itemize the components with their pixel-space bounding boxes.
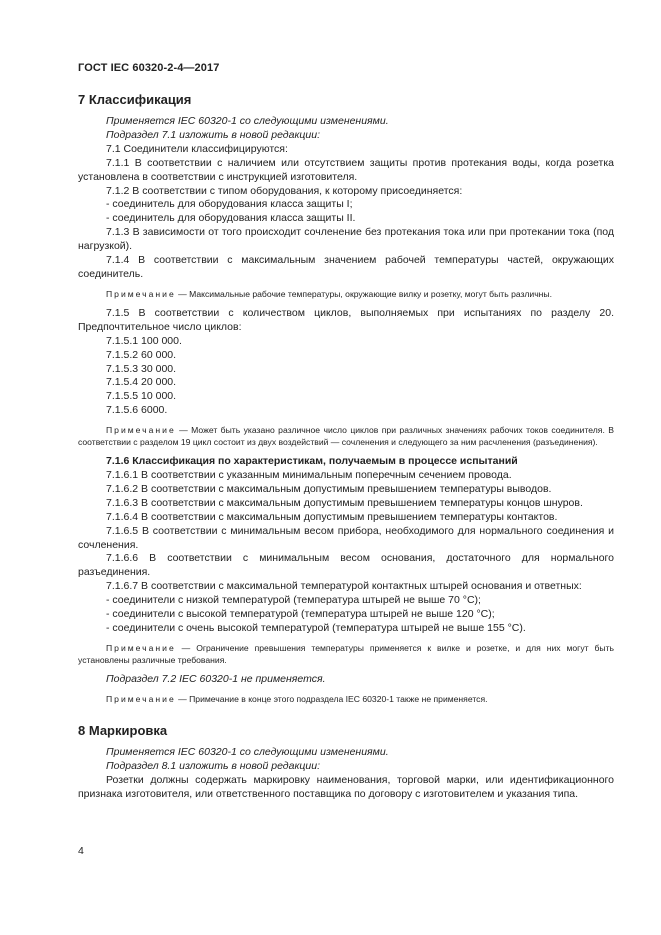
- note-label: Примечание: [106, 425, 176, 436]
- paragraph-7-1: 7.1 Соединители классифицируются:: [106, 142, 288, 155]
- note-label: Примечание: [106, 288, 176, 299]
- document-body: [78, 92, 614, 801]
- note-text: — Ограничение превышения температуры применяется к вилке и розетке, и для них могут быть установлены различные требования.: [78, 642, 614, 665]
- note-1: [78, 288, 614, 300]
- section-7-title: 7 Классификация: [78, 92, 192, 107]
- cycle-item: 7.1.5.3 30 000.: [106, 362, 177, 375]
- list-item: - соединители с очень высокой температурой (температура штырей не выше 155 °С).: [106, 622, 526, 634]
- paragraph-7-1-2: 7.1.2 В соответствии с типом оборудования, к которому присоединяется:: [106, 184, 463, 197]
- note-text: — Примечание в конце этого подраздела IEC 60320-1 также не применяется.: [175, 693, 488, 704]
- section-7-intro: Применяется IEC 60320-1 со следующими изменениями.: [106, 115, 389, 127]
- document-header: ГОСТ IEC 60320-2-4—2017: [78, 62, 220, 74]
- paragraph-7-1-4: 7.1.4 В соответствии с максимальным значением рабочей температуры частей, окружающих соединитель.: [78, 254, 614, 280]
- note-text: — Максимальные рабочие температуры, окружающие вилку и розетку, могут быть различны.: [175, 288, 552, 299]
- note-label: Примечание: [106, 693, 176, 704]
- paragraph-7-1-6-4: 7.1.6.4 В соответствии с максимальным допустимым превышением температуры контактов.: [106, 510, 558, 523]
- page-number: 4: [78, 845, 84, 857]
- list-item: - соединители с высокой температурой (температура штырей не выше 120 °С);: [106, 608, 495, 621]
- list-item: - соединитель для оборудования класса защиты II.: [106, 212, 356, 225]
- paragraph-7-1-6-6: 7.1.6.6 В соответствии с минимальным весом основания, достаточного для нормального разъединения.: [78, 552, 614, 579]
- note-text: — Может быть указано различное число циклов при различных значениях рабочих токов соединителя. В соответствии с разделом 19 цикл состоит из двух воздействий — сочленения и следующего за ним расчленения (разъединения).: [78, 425, 614, 448]
- cycle-item: 7.1.5.5 10 000.: [106, 390, 177, 403]
- cycle-item: 7.1.5.4 20 000.: [106, 376, 177, 389]
- section-8-title: 8 Маркировка: [78, 722, 168, 738]
- paragraph-7-1-6-1: 7.1.6.1 В соответствии с указанным минимальным поперечным сечением провода.: [106, 469, 512, 482]
- list-item: - соединители с низкой температурой (температура штырей не выше 70 °С);: [106, 594, 481, 607]
- list-item: - соединитель для оборудования класса защиты I;: [106, 198, 353, 211]
- paragraph-7-1-3: 7.1.3 В зависимости от того происходит сочленение без протекания тока или при протекании тока (под нагрузкой).: [78, 226, 614, 253]
- paragraph-7-2: Подраздел 7.2 IEC 60320-1 не применяется.: [106, 672, 326, 685]
- section-8-subsection-note: Подраздел 8.1 изложить в новой редакции:: [106, 759, 321, 772]
- cycle-item: 7.1.5.1 100 000.: [106, 334, 182, 347]
- paragraph-8-1: Розетки должны содержать маркировку наименования, торговой марки, или идентификационного признака изготовителя, или ответственного поставщика по договору с изготовителем и указания типа.: [78, 773, 614, 800]
- paragraph-7-1-6-7: 7.1.6.7 В соответствии с максимальной температурой контактных штырей основания и ответных:: [106, 580, 582, 593]
- cycle-item: 7.1.5.2 60 000.: [106, 348, 177, 361]
- paragraph-7-1-6-3: 7.1.6.3 В соответствии с максимальным допустимым превышением температуры концов шнуров.: [106, 496, 583, 509]
- section-7-subsection-note: Подраздел 7.1 изложить в новой редакции:: [106, 128, 321, 141]
- cycle-item: 7.1.5.6 6000.: [106, 404, 168, 417]
- note-2: [78, 424, 614, 448]
- paragraph-7-1-1: 7.1.1 В соответствии с наличием или отсутствием защиты против протекания воды, когда розетка установлена в соответствии с инструкцией изготовителя.: [78, 156, 614, 183]
- paragraph-7-1-6: 7.1.6 Классификация по характеристикам, получаемым в процессе испытаний: [106, 455, 518, 468]
- paragraph-7-1-5: 7.1.5 В соответствии с количеством циклов, выполняемых при испытаниях по разделу 20. Предпочтительное число циклов:: [78, 306, 614, 333]
- note-label: Примечание: [106, 642, 176, 653]
- paragraph-7-1-6-5: 7.1.6.5 В соответствии с минимальным весом прибора, необходимого для нормального соединения и сочленения.: [78, 524, 614, 551]
- note-3: [78, 642, 614, 666]
- paragraph-7-1-6-2: 7.1.6.2 В соответствии с максимальным допустимым превышением температуры выводов.: [106, 482, 552, 495]
- note-4: [78, 693, 614, 705]
- section-8-intro: Применяется IEC 60320-1 со следующими изменениями.: [106, 745, 389, 758]
